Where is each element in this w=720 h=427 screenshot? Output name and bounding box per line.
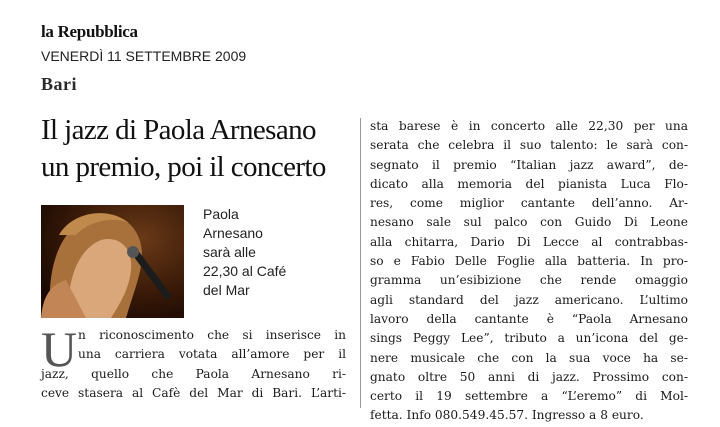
caption-line: sarà alle <box>203 244 256 260</box>
article-line: sta barese è in concerto alle 22,30 per una <box>370 119 688 133</box>
article-line: nesano sale sul palco con Guido Di Leone <box>370 215 688 230</box>
article-column-left <box>41 321 346 403</box>
drop-cap: U <box>41 321 78 377</box>
section-label: Bari <box>41 74 77 94</box>
article-line: alla chitarra, Dario Di Lecce al contrabbas- <box>370 234 688 249</box>
caption-line: Paola <box>203 206 239 222</box>
article-line: segnato il premio “Italian jazz award”, de- <box>370 157 688 172</box>
headline-line-1: Il jazz di Paola Arnesano <box>41 114 316 146</box>
article-line: lavoro della cantante è “Paola Arnesano <box>370 311 688 326</box>
article-line: dicato alla memoria del pianista Luca Flo- <box>370 176 688 191</box>
dateline: VENERDÌ 11 SETTEMBRE 2009 <box>41 48 247 64</box>
newspaper-masthead: la Repubblica <box>41 22 138 41</box>
article-line: res, come miglior cantante dell’anno. Ar- <box>370 196 688 211</box>
article-line: gnato oltre 50 anni di jazz. Prossimo con- <box>370 369 688 384</box>
article-line: gramma un’esibizione che rende omaggio <box>370 273 688 288</box>
caption-line: Arnesano <box>203 225 263 241</box>
article-line: ceve stasera al Cafè del Mar di Bari. L’arti- <box>41 385 346 400</box>
article-line: so e Fabio Delle Foglie alla batteria. In pro- <box>370 254 688 269</box>
headline <box>41 112 371 186</box>
article-line: una carriera votata all’amore per il <box>78 347 346 362</box>
singer-photo-image <box>41 205 184 318</box>
article-line: serata che celebra il suo talento: le sarà con- <box>370 138 688 153</box>
article-column-right <box>370 117 688 426</box>
article-line: certo il 19 settembre a “L’eremo” di Mol- <box>370 389 688 404</box>
caption-line: del Mar <box>203 282 250 298</box>
article-line: agli standard del jazz americano. L’ultimo <box>370 292 688 307</box>
article-line: sings Peggy Lee”, tributo a un’icona del ge- <box>370 331 688 346</box>
singer-photo <box>41 205 184 318</box>
column-divider <box>360 118 361 408</box>
caption-line: 22,30 al Café <box>203 263 287 279</box>
headline-line-2: un premio, poi il concerto <box>41 151 326 183</box>
article-line: jazz, quello che Paola Arnesano ri- <box>41 366 346 381</box>
article-line: nere musicale che con la sua voce ha se- <box>370 350 688 365</box>
article-line: n riconoscimento che si inserisce in <box>78 328 346 342</box>
photo-caption <box>203 205 343 300</box>
article-line: fetta. Info 080.549.45.57. Ingresso a 8 euro. <box>370 408 644 423</box>
